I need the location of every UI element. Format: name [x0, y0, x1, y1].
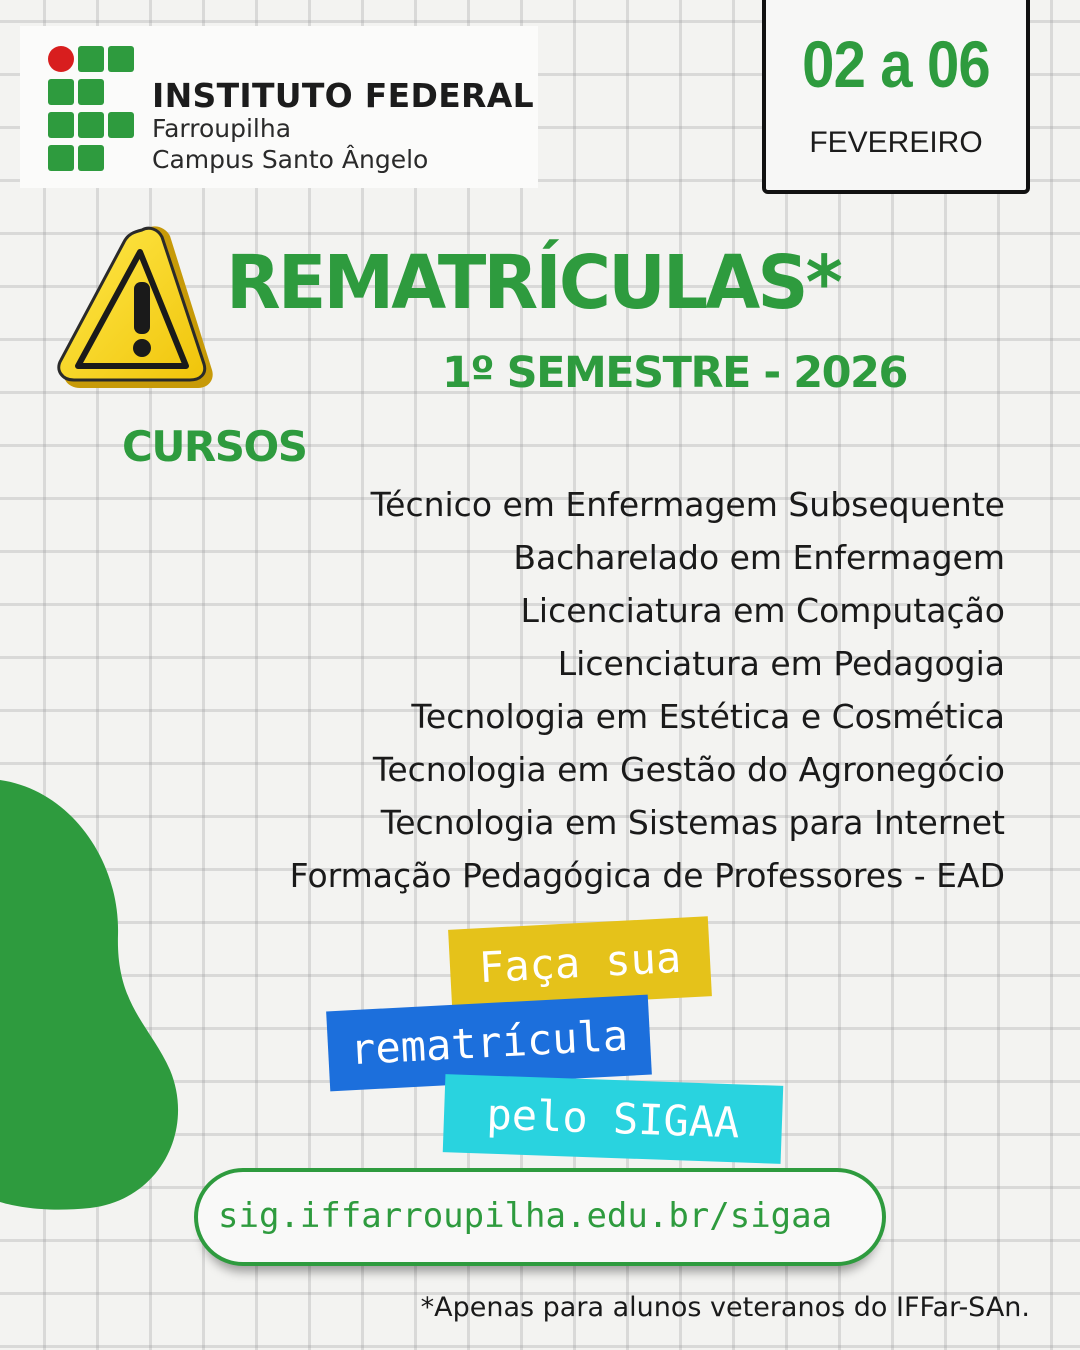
date-month: FEVEREIRO — [809, 126, 983, 159]
logo-square — [48, 112, 74, 138]
logo-title: INSTITUTO FEDERAL — [152, 76, 534, 115]
sigaa-link-text[interactable]: sig.iffarroupilha.edu.br/sigaa — [218, 1196, 833, 1236]
institution-logo — [20, 26, 538, 188]
cta-label-line-1: Faça sua — [448, 916, 712, 1009]
course-item: Tecnologia em Sistemas para Internet — [380, 803, 1005, 842]
headline-title: REMATRÍCULAS* — [226, 240, 840, 326]
warning-triangle-icon — [56, 220, 218, 392]
course-item: Licenciatura em Computação — [520, 591, 1005, 630]
logo-square — [48, 145, 74, 171]
cta-label-line-3: pelo SIGAA — [443, 1074, 784, 1164]
logo-square — [78, 112, 104, 138]
course-item: Bacharelado em Enfermagem — [513, 538, 1005, 577]
date-range: 02 a 06 — [802, 27, 990, 101]
logo-square — [108, 46, 134, 72]
logo-subtitle-campus: Campus Santo Ângelo — [152, 145, 429, 174]
sigaa-link[interactable] — [194, 1168, 886, 1266]
course-item: Licenciatura em Pedagogia — [557, 644, 1005, 683]
course-item: Formação Pedagógica de Professores - EAD — [289, 856, 1005, 895]
course-item: Tecnologia em Gestão do Agronegócio — [372, 750, 1005, 789]
logo-square — [78, 46, 104, 72]
course-item: Técnico em Enfermagem Subsequente — [370, 485, 1005, 524]
course-list — [290, 478, 1005, 902]
logo-square — [108, 112, 134, 138]
logo-square — [48, 79, 74, 105]
logo-square — [78, 145, 104, 171]
date-box — [762, 0, 1030, 194]
courses-heading: CURSOS — [122, 422, 307, 471]
logo-subtitle-city: Farroupilha — [152, 114, 292, 143]
logo-square — [78, 79, 104, 105]
footnote: *Apenas para alunos veteranos do IFFar-SAn. — [420, 1292, 1030, 1323]
course-item: Tecnologia em Estética e Cosmética — [411, 697, 1005, 736]
cta-label-line-2: rematrícula — [326, 995, 652, 1092]
logo-red-dot — [48, 46, 74, 72]
decorative-green-blob — [0, 770, 200, 1220]
headline-subtitle: 1º SEMESTRE - 2026 — [442, 348, 907, 398]
